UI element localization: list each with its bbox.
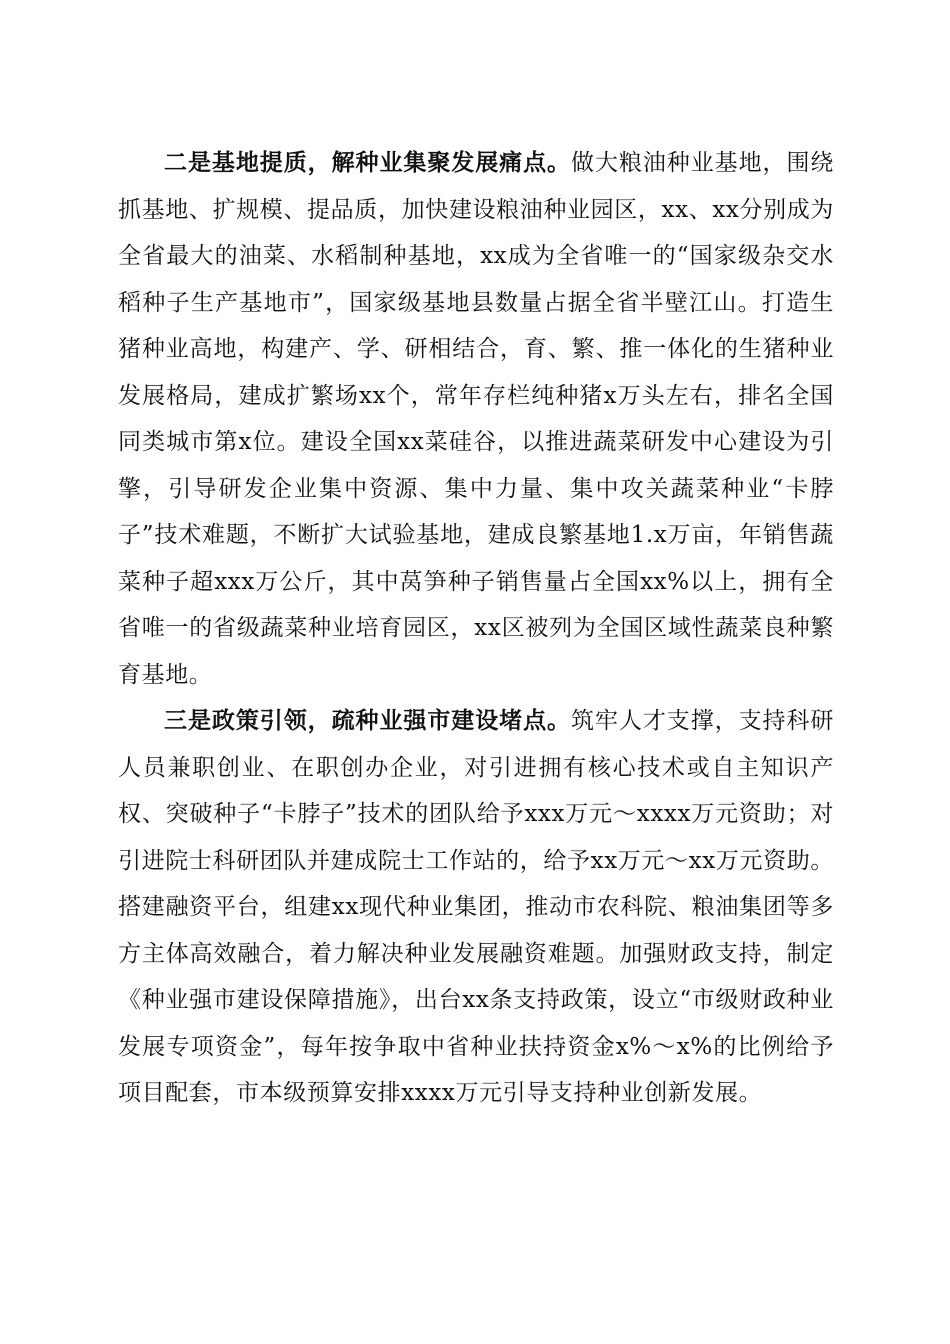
document-body [118, 140, 834, 1117]
paragraph-lead: 三是政策引领，疏种业强市建设堵点。 [164, 707, 571, 734]
paragraph-lead: 二是基地提质，解种业集聚发展痛点。 [164, 149, 571, 176]
paragraph-policy-guidance [118, 698, 834, 1117]
paragraph-text: 做大粮油种业基地，围绕抓基地、扩规模、提品质，加快建设粮油种业园区，xx、xx分别成为全省最大的油菜、水稻制种基地，xx成为全省唯一的“国家级杂交水稻种子生产基地市”，国家级基地县数量占据全省半壁江山。打造生猪种业高地，构建产、学、研相结合，育、繁、推一体化的生猪种业发展格局，建成扩繁场xx个，常年存栏纯种猪x万头左右，排名全国同类城市第x位。建设全国xx菜硅谷，以推进蔬菜研发中心建设为引擎，引导研发企业集中资源、集中力量、集中攻关蔬菜种业“卡脖子”技术难题，不断扩大试验基地，建成良繁基地1.x万亩，年销售蔬菜种子超xxx万公斤，其中莴笋种子销售量占全国xx%以上，拥有全省唯一的省级蔬菜种业培育园区，xx区被列为全国区域性蔬菜良种繁育基地。 [118, 150, 835, 688]
paragraph-base-quality [118, 140, 834, 698]
paragraph-text: 筑牢人才支撑，支持科研人员兼职创业、在职创办企业，对引进拥有核心技术或自主知识产权、突破种子“卡脖子”技术的团队给予xxx万元～xxxx万元资助；对引进院士科研团队并建成院士工作站的，给予xx万元～xx万元资助。搭建融资平台，组建xx现代种业集团，推动市农科院、粮油集团等多方主体高效融合，着力解决种业发展融资难题。加强财政支持，制定《种业强市建设保障措施》，出台xx条支持政策，设立“市级财政种业发展专项资金”，每年按争取中省种业扶持资金x%～x%的比例给予项目配套，市本级预算安排xxxx万元引导支持种业创新发展。 [118, 708, 835, 1106]
